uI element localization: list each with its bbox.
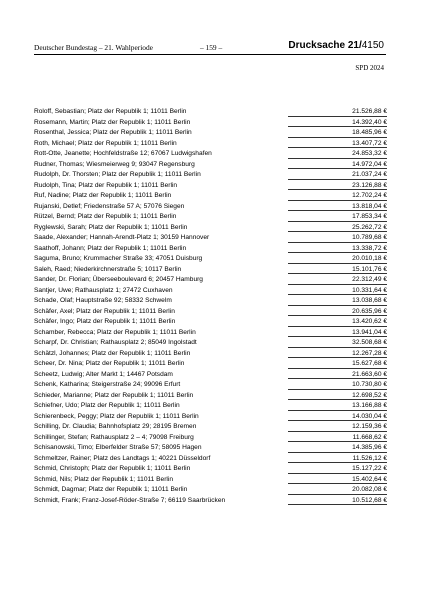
amount-value: 12.698,52 € bbox=[352, 391, 387, 399]
amount-value: 11.668,62 € bbox=[352, 433, 387, 441]
amount-value: 10.331,64 € bbox=[352, 286, 387, 294]
running-header-left: Deutscher Bundestag – 21. Wahlperiode bbox=[34, 43, 153, 52]
list-item bbox=[34, 349, 387, 360]
amount-value: 15.127,22 € bbox=[352, 465, 387, 472]
amount-value: 18.485,96 € bbox=[352, 129, 387, 136]
recipient-name-address: Rudolph, Tina; Platz der Republik 1; 11011 Berlin bbox=[34, 181, 178, 189]
amount-value: 21.037,24 € bbox=[352, 171, 387, 178]
recipient-name-address: Schieder, Marianne; Platz der Republik 1; 11011 Berlin bbox=[34, 391, 194, 399]
recipient-name-address: Scheetz, Ludwig; Alter Markt 1; 14467 Potsdam bbox=[34, 370, 173, 378]
amount-value: 13.338,72 € bbox=[352, 244, 387, 252]
amount-value: 13.818,04 € bbox=[352, 202, 387, 210]
amount-value: 32.508,68 € bbox=[352, 339, 387, 346]
list-item bbox=[34, 149, 387, 160]
recipient-name-address: Scharpf, Dr. Christian; Rathausplatz 2; 85049 Ingolstadt bbox=[34, 339, 197, 346]
list-item bbox=[34, 160, 387, 171]
list-item bbox=[34, 317, 387, 328]
list-item bbox=[34, 181, 387, 192]
recipient-name-address: Rujanski, Detlef; Friedenstraße 57 A; 57076 Siegen bbox=[34, 202, 185, 210]
amount-value: 20.635,96 € bbox=[352, 307, 387, 315]
list-item bbox=[34, 380, 387, 391]
recipient-name-address: Schäfer, Ingo; Platz der Republik 1; 11011 Berlin bbox=[34, 318, 176, 325]
list-item bbox=[34, 496, 387, 507]
document-number-value: 4150 bbox=[361, 40, 384, 51]
recipient-name-address: Schmidt, Frank; Franz-Josef-Röder-Straße 7; 66119 Saarbrücken bbox=[34, 496, 226, 504]
recipient-name-address: Saade, Alexander; Hannah-Arendt-Platz 1; 30159 Hannover bbox=[34, 234, 210, 241]
amount-value: 10.789,68 € bbox=[352, 234, 387, 241]
recipient-name-address: Rudolph, Dr. Thorsten; Platz der Republik 1; 11011 Berlin bbox=[34, 171, 201, 178]
list-item bbox=[34, 475, 387, 486]
list-item bbox=[34, 422, 387, 433]
amount-value: 14.385,96 € bbox=[352, 444, 387, 451]
list-item bbox=[34, 107, 387, 118]
recipient-name-address: Rudner, Thomas; Wiesmeierweg 9; 93047 Regensburg bbox=[34, 160, 195, 168]
recipient-name-address: Santjer, Uwe; Rathausplatz 1; 27472 Cuxhaven bbox=[34, 286, 173, 294]
list-item bbox=[34, 338, 387, 349]
list-item bbox=[34, 286, 387, 297]
amount-value: 20.010,18 € bbox=[352, 255, 387, 262]
recipient-name-address: Schiefner, Udo; Platz der Republik 1; 11011 Berlin bbox=[34, 402, 180, 409]
list-item bbox=[34, 254, 387, 265]
amount-value: 21.526,88 € bbox=[352, 108, 387, 115]
amount-value: 17.853,34 € bbox=[352, 213, 387, 220]
recipient-name-address: Rützel, Bernd; Platz der Republik 1; 11011 Berlin bbox=[34, 213, 177, 220]
list-item bbox=[34, 328, 387, 339]
recipient-name-address: Roth, Michael; Platz der Republik 1; 11011 Berlin bbox=[34, 139, 177, 147]
recipient-name-address: Schamber, Rebecca; Platz der Republik 1; 11011 Berlin bbox=[34, 328, 196, 336]
list-item bbox=[34, 202, 387, 213]
document-number bbox=[288, 40, 384, 51]
section-label: SPD 2024 bbox=[355, 64, 384, 72]
amount-value: 13.407,72 € bbox=[352, 139, 387, 147]
recipient-name-address: Ryglewski, Sarah; Platz der Republik 1; 11011 Berlin bbox=[34, 223, 188, 231]
amount-value: 14.030,04 € bbox=[352, 412, 387, 420]
list-item bbox=[34, 464, 387, 475]
amount-value: 13.166,88 € bbox=[352, 402, 387, 409]
list-item bbox=[34, 443, 387, 454]
list-item bbox=[34, 412, 387, 423]
list-item bbox=[34, 401, 387, 412]
amount-value: 13.420,62 € bbox=[352, 318, 387, 325]
recipient-name-address: Schierenbeck, Peggy; Platz der Republik 1; 11011 Berlin bbox=[34, 412, 199, 420]
recipient-name-address: Schillinger, Stefan; Rathausplatz 2 – 4; 79098 Freiburg bbox=[34, 433, 194, 441]
recipient-name-address: Saguma, Bruno; Krummacher Straße 33; 47051 Duisburg bbox=[34, 255, 203, 262]
recipient-name-address: Sander, Dr. Florian; Überseeboulevard 6; 20457 Hamburg bbox=[34, 276, 203, 283]
recipient-name-address: Schilling, Dr. Claudia; Bahnhofsplatz 29; 28195 Bremen bbox=[34, 423, 197, 430]
list-item bbox=[34, 233, 387, 244]
recipient-name-address: Roloff, Sebastian; Platz der Republik 1; 11011 Berlin bbox=[34, 108, 187, 115]
amount-value: 12.267,28 € bbox=[352, 349, 387, 357]
amount-value: 12.159,36 € bbox=[352, 423, 387, 430]
recipient-name-address: Saleh, Raed; Niederkirchnerstraße 5; 10117 Berlin bbox=[34, 265, 182, 273]
list-item bbox=[34, 191, 387, 202]
recipient-name-address: Rott-Otte, Jeanette; Hochfeldstraße 12; 67067 Ludwigshafen bbox=[34, 150, 212, 157]
recipient-name-address: Schmid, Nils; Platz der Republik 1; 11011 Berlin bbox=[34, 475, 174, 483]
recipient-name-address: Schade, Olaf; Hauptstraße 92; 58332 Schwelm bbox=[34, 297, 172, 304]
list-item bbox=[34, 433, 387, 444]
recipient-name-address: Schmeltzer, Rainer; Platz des Landtags 1; 40221 Düsseldorf bbox=[34, 454, 211, 462]
recipient-name-address: Schmidt, Dagmar; Platz der Republik 1; 11011 Berlin bbox=[34, 486, 188, 493]
list-item bbox=[34, 307, 387, 318]
list-item bbox=[34, 212, 387, 223]
list-item bbox=[34, 359, 387, 370]
amount-value: 14.972,04 € bbox=[352, 160, 387, 168]
list-item bbox=[34, 244, 387, 255]
amount-value: 10.730,80 € bbox=[352, 381, 387, 388]
amount-value: 12.702,24 € bbox=[352, 192, 387, 199]
amount-value: 15.627,68 € bbox=[352, 360, 387, 367]
amount-value: 14.392,40 € bbox=[352, 118, 387, 126]
amount-value: 20.082,08 € bbox=[352, 486, 387, 493]
recipient-name-address: Rosemann, Martin; Platz der Republik 1; 11011 Berlin bbox=[34, 118, 191, 126]
list-item bbox=[34, 170, 387, 181]
amount-value: 15.402,64 € bbox=[352, 475, 387, 483]
list-item bbox=[34, 370, 387, 381]
list-item bbox=[34, 454, 387, 465]
amount-value: 25.262,72 € bbox=[352, 223, 387, 231]
list-item bbox=[34, 223, 387, 234]
donor-list bbox=[34, 107, 387, 506]
list-item bbox=[34, 391, 387, 402]
recipient-name-address: Rosenthal, Jessica; Platz der Republik 1; 11011 Berlin bbox=[34, 129, 192, 136]
amount-value: 15.101,76 € bbox=[352, 265, 387, 273]
recipient-name-address: Schenk, Katharina; Steigerstraße 24; 99096 Erfurt bbox=[34, 381, 181, 388]
recipient-name-address: Schisanowski, Timo; Elberfelder Straße 57; 58095 Hagen bbox=[34, 444, 202, 451]
amount-value: 22.312,49 € bbox=[352, 276, 387, 283]
amount-value: 13.038,68 € bbox=[352, 297, 387, 304]
amount-value: 24.853,32 € bbox=[352, 150, 387, 157]
recipient-name-address: Ruf, Nadine; Platz der Republik 1; 11011 Berlin bbox=[34, 192, 172, 199]
recipient-name-address: Saathoff, Johann; Platz der Republik 1; 11011 Berlin bbox=[34, 244, 187, 252]
document-number-prefix: Drucksache 21/ bbox=[288, 40, 362, 51]
header-rule bbox=[34, 54, 386, 55]
recipient-name-address: Scheer, Dr. Nina; Platz der Republik 1; 11011 Berlin bbox=[34, 360, 185, 367]
list-item bbox=[34, 265, 387, 276]
recipient-name-address: Schätzl, Johannes; Platz der Republik 1; 11011 Berlin bbox=[34, 349, 191, 357]
amount-value: 13.941,04 € bbox=[352, 328, 387, 336]
recipient-name-address: Schäfer, Axel; Platz der Republik 1; 11011 Berlin bbox=[34, 307, 175, 315]
amount-value: 11.526,12 € bbox=[352, 454, 387, 462]
list-item bbox=[34, 118, 387, 129]
list-item bbox=[34, 275, 387, 286]
recipient-name-address: Schmid, Christoph; Platz der Republik 1; 11011 Berlin bbox=[34, 465, 191, 472]
amount-value: 10.512,68 € bbox=[352, 496, 387, 504]
amount-value: 21.663,60 € bbox=[352, 370, 387, 378]
amount-value: 23.126,88 € bbox=[352, 181, 387, 189]
page-number: – 159 – bbox=[200, 43, 223, 52]
list-item bbox=[34, 296, 387, 307]
list-item bbox=[34, 128, 387, 139]
list-item bbox=[34, 139, 387, 150]
list-item bbox=[34, 485, 387, 496]
